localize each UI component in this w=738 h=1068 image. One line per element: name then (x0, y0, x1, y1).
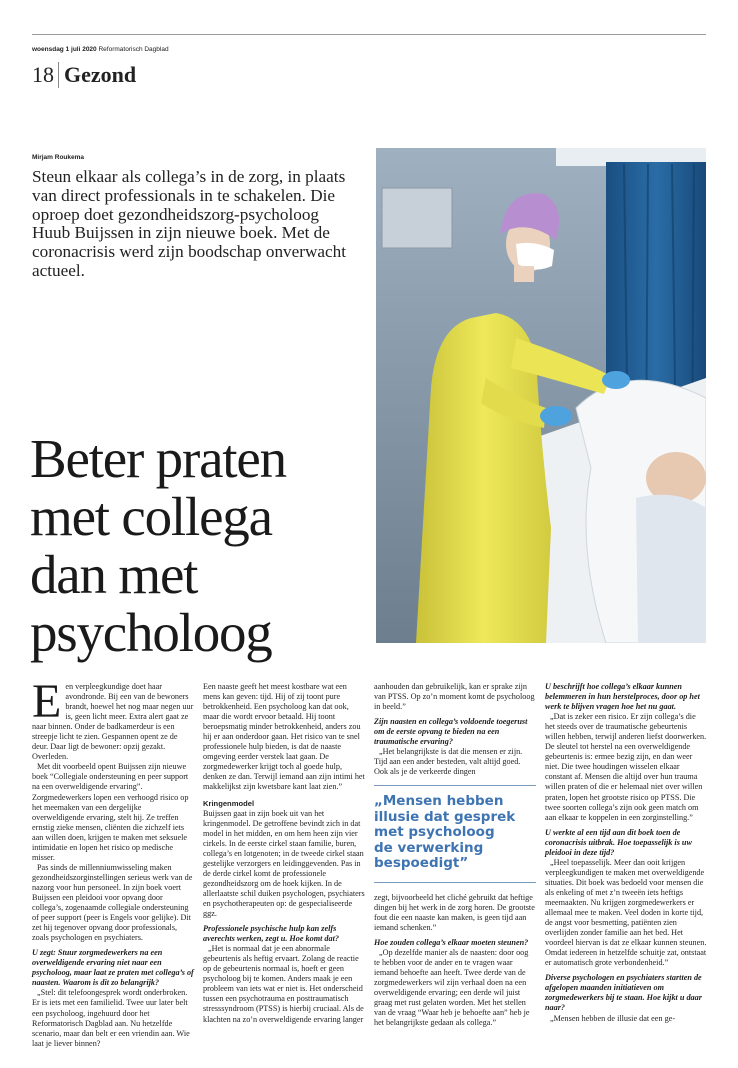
interview-question: Professionele psychische hulp kan zelfs averechts werken, zegt u. Hoe komt dat? (203, 924, 339, 944)
headline-line-2: met collega (30, 486, 272, 547)
glove-upper (602, 371, 630, 389)
interview-question: U beschrijft hoe collega’s elkaar kunnen belemmeren in hun herstelproces, door op het werk te blijven vragen hoe het nu gaat. (545, 682, 700, 712)
dateline (32, 46, 169, 53)
section-header (32, 60, 136, 90)
paragraph: „Het belangrijkste is dat die mensen er zijn. Tijd aan een ander besteden, valt altijd goed. Ook als je de verkeerde dingen (374, 747, 523, 777)
body-column-4 (545, 682, 707, 1024)
paragraph: „Het is normaal dat je een abnormale gebeurtenis als heftig ervaart. Zolang de reactie op de gebeurtenis normaal is, hoeft er geen psycholoog bij te komen. Anders maak je een probleem van iets wat er niet is. Het onderscheid tussen een psychotrauma en posttraumatisch stresssyndroom (PTSS) is hierbij cruciaal. Als de klachten na zo’n overweldigende ervaring langer (203, 944, 364, 1024)
author-byline: Mirjam Roukema (32, 154, 85, 161)
patient-gown (636, 495, 706, 643)
paragraph: Met dit voorbeeld opent Buijssen zijn nieuwe boek “Collegiale ondersteuning en peer support na een overweldigende ervaring”. Zorgmedewerkers lopen een verhoogd risico op het meemaken van een dergelijke overweldigende ervaring, stelt hij. Ze treffen ernstig zieke mensen, cliënten die zichzelf iets aan willen doen, krijgen te maken met seksuele intimidatie en lopen het risico op medische misser. (32, 762, 189, 862)
paragraph: „Op dezelfde manier als de naasten: door oog te hebben voor de ander en te vragen waar iemand behoefte aan heeft. Twee derde van de zorgmedewerkers wil zijn verhaal doen na een overweldigende ervaring; een derde wil juist graag met rust gelaten worden. Met het stellen van de vraag “Waar heb je behoefte aan” heb je het belangrijkste gedaan als collega.” (374, 948, 530, 1028)
paragraph: Pas sinds de millenniumwisseling maken gezondheidszorginstellingen serieus werk van de nazorg voor hun personeel. In zijn boek voert Buijssen een pleidooi voor opvang door collega’s, zogenaamde collegiale ondersteuning of peer support (peer is Engels voor gelijke). Dit zet hij tegenover opvang door professionals, zoals psychologen en psychiaters. (32, 862, 193, 943)
body-column-3 (374, 682, 536, 1029)
paragraph: en verpleegkundige doet haar avondronde. Bij een van de bewoners brandt, hoewel het nog maar negen uur is, geen licht meer. Extra alert gaat ze naar binnen. Onder de badkamerdeur is een streepje licht te zien. Gespannen opent ze de deur. Daar ligt de bewoner: opzij gezakt. Overleden. (32, 682, 194, 762)
headline-line-1: Beter praten (30, 428, 286, 489)
drop-cap: E (32, 675, 62, 728)
pull-quote (374, 785, 536, 883)
top-rule (32, 34, 706, 35)
paragraph: „Heel toepasselijk. Meer dan ooit krijgen verpleegkundigen te maken met overweldigende situaties. Dit boek was bedoeld voor mensen die als enkeling of met z’n tweeën iets heftigs meemaakten. Nu krijgen zorgmedewerkers er allemaal mee te maken. Veel doden in korte tijd, de angst voor besmetting, patiënten zien overlijden zonder familie aan het bed. Het voordeel hiervan is dat ze elkaar kunnen steunen. Omdat iedereen in hetzelfde schuitje zat, ontstaat er automatisch grote verbondenheid.” (545, 857, 707, 968)
headline (30, 430, 370, 662)
paragraph: aanhouden dan gebruikelijk, kan er sprake zijn van PTSS. Op zo’n moment komt de psycholoog in beeld.” (374, 682, 535, 712)
interview-question: Hoe zouden collega’s elkaar moeten steunen? (374, 938, 529, 948)
paragraph: „Mensen hebben de illusie dat een ge- (550, 1013, 676, 1023)
pull-quote-line: de verwerking (374, 839, 484, 856)
paragraph: „Dat is zeker een risico. Er zijn collega’s die het steeds over de traumatische gebeurtenis willen hebben, terwijl anderen liefst doorwerken. De sleutel tot herstel na een overweldigende gebeurtenis is: ermee bezig zijn, en dan weer niet. Die twee houdingen wisselen elkaar constant af. Mensen die altijd over hun trauma willen praten of die er helemaal niet over willen praten, lopen het grootste risico op PTSS. Die twee soorten collega’s zijn ook geen match om aan elkaar te koppelen in een zorginstelling.” (545, 712, 707, 822)
neck (514, 266, 534, 282)
glove-lower (540, 406, 572, 426)
headline-line-4: psycholoog (30, 602, 272, 663)
interview-question: Zijn naasten en collega’s voldoende toegerust om de eerste opvang te bieden na een traumatische ervaring? (374, 717, 528, 747)
issue-date: woensdag 1 juli 2020 (32, 46, 97, 53)
paragraph: Een naaste geeft het meest kostbare wat een mens kan geven: tijd. Hij of zij toont pure betrokkenheid. Een psycholoog kan dat ook, maar die wordt ervoor betaald. Hij toont beroepsmatig minder betrokkenheid, anders zou hij er aan onderdoor gaan. Het risico van te snel professionele hulp bieden, is dat de naaste omgeving eerder verstek laat gaan. De zorgmedewerker krijgt toch al goede hulp, denken ze dan. Terwijl iemand aan zijn intimi het makkelijkst zijn kwetsbare kant laat zien.” (203, 682, 365, 792)
paragraph: „Stel: dit telefoongesprek wordt onderbroken. Er is iets met een familielid. Twee uur later belt een psycholoog, ingehuurd door het Reformatorisch Dagblad aan. Nu hetzelfde scenario, maar dan belt er een vriendin aan. Wie laat je liever binnen? (32, 988, 190, 1048)
section-title: Gezond (64, 62, 137, 87)
nurse-photo-illustration (376, 148, 706, 643)
interview-question: Diverse psychologen en psychiaters startten de afgelopen maanden initiatieven om zorgmedewerkers bij te staan. Hoe kijkt u daar naar? (545, 973, 702, 1013)
article-intro: Steun elkaar als collega’s in de zorg, in plaats van direct professionals in te schakelen. Die oproep doet gezondheidszorg-psycholoog Huub Buijssen in zijn nieuwe boek. Met de coronacrisis werd zijn boodschap onverwacht actueel. (32, 167, 347, 280)
pull-quote-line: met psycholoog (374, 824, 495, 841)
body-column-2 (203, 682, 365, 1025)
interview-question: U zegt: Stuur zorgmedewerkers na een overweldigende ervaring niet naar een psycholoog, maar laat ze praten met collega’s of naasten. Waarom is dit zo belangrijk? (32, 948, 194, 988)
pull-quote-line: „Mensen hebben (374, 793, 504, 810)
article-photo (376, 148, 706, 643)
interview-question: U werkte al een tijd aan dit boek toen de coronacrisis uitbrak. Hoe toepasselijk is uw pleidooi in deze tijd? (545, 827, 692, 857)
paragraph: Buijssen gaat in zijn boek uit van het kringenmodel. De getroffene bevindt zich in dat model in het midden, en om hem heen zijn vier cirkels. In de eerste cirkel staan familie, buren, collega’s en lotgenoten; in de tweede cirkel staan gestelijke verzorgers en leidinggevenden. Pas in de derde cirkel komt de professionele gezondheidszorg om de hoek kijken. In de allerlaatste schil duiken psychologen, psychiaters en psychotherapeuten op: de gespecialiseerde ggz. (203, 808, 365, 919)
subheading: Kringenmodel (203, 798, 255, 808)
pull-quote-line: bespoedigt” (374, 855, 469, 872)
section-divider (58, 62, 59, 88)
body-column-1 (32, 675, 194, 1049)
pull-quote-line: illusie dat gesprek (374, 808, 516, 825)
page-number: 18 (32, 62, 54, 87)
paragraph: zegt, bijvoorbeeld het cliché gebruikt dat heftige dingen bij het werk in de zorg horen. De grootste fout die een naaste kan maken, is geen tijd aan iemand schenken.” (374, 892, 535, 933)
headline-line-3: dan met (30, 544, 198, 605)
newspaper-name: Reformatorisch Dagblad (98, 46, 169, 53)
monitor (382, 188, 452, 248)
